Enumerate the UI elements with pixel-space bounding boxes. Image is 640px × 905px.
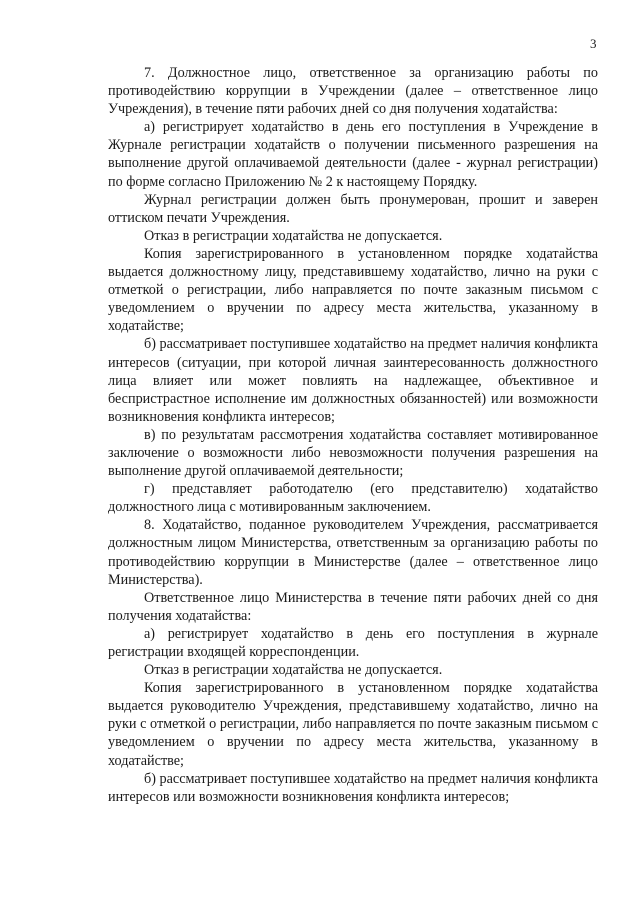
- paragraph-no-refusal: Отказ в регистрации ходатайства не допускается.: [144, 227, 443, 244]
- paragraph-7g: г) представляет работодателю (его представителю) ходатайство должностного лица с мотивированным заключением.: [108, 481, 598, 516]
- paragraph-ministry-deadline: Ответственное лицо Министерства в течение пяти рабочих дней со дня получения ходатайства:: [108, 589, 598, 624]
- paragraph-8-intro: 8. Ходатайство, поданное руководителем Учреждения, рассматривается должностным лицом Министерства, ответственным за организацию работы по противодействию коррупции в Министерстве (далее – ответственное лицо Министерства).: [108, 517, 598, 588]
- page-number: 3: [590, 36, 597, 51]
- document-body: [108, 64, 598, 806]
- paragraph-copy-issued-2: Копия зарегистрированного в установленном порядке ходатайства выдается руководителю Учреждения, представившему ходатайство, лично на руки с отметкой о регистрации, либо направляется по почте заказным письмом с уведомлением о вручении по адресу места жительства, указанному в ходатайстве;: [108, 680, 598, 769]
- paragraph-no-refusal-2: Отказ в регистрации ходатайства не допускается.: [144, 662, 443, 679]
- paragraph-8a: а) регистрирует ходатайство в день его поступления в журнале регистрации входящей корреспонденции.: [108, 625, 598, 660]
- paragraph-7-intro: 7. Должностное лицо, ответственное за организацию работы по противодействию коррупции в Учреждении (далее – ответственное лицо Учреждения), в течение пяти рабочих дней со дня получения ходатайства:: [108, 65, 598, 118]
- paragraph-8b: б) рассматривает поступившее ходатайство на предмет наличия конфликта интересов или возможности возникновения конфликта интересов;: [108, 770, 598, 805]
- paragraph-journal-requirements: Журнал регистрации должен быть пронумерован, прошит и заверен оттиском печати Учреждения.: [108, 191, 598, 226]
- paragraph-7b: б) рассматривает поступившее ходатайство на предмет наличия конфликта интересов (ситуации, при которой личная заинтересованность должностного лица влияет или может повлиять на надлежащее, объективное и беспристрастное исполнение им должностных обязанностей) или возможности возникновения конфликта интересов;: [108, 336, 598, 425]
- paragraph-7v: в) по результатам рассмотрения ходатайства составляет мотивированное заключение о возможности либо невозможности получения разрешения на выполнение другой оплачиваемой деятельности;: [108, 426, 598, 480]
- paragraph-copy-issued: Копия зарегистрированного в установленном порядке ходатайства выдается должностному лицу, представившему ходатайство, лично на руки с отметкой о регистрации, либо направляется по почте заказным письмом с уведомлением о вручении по адресу места жительства, указанному в ходатайстве;: [108, 245, 598, 335]
- paragraph-7a: а) регистрирует ходатайство в день его поступления в Учреждение в Журнале регистрации ходатайств о получении письменного разрешения на выполнение другой оплачиваемой деятельности (далее - журнал регистрации) по форме согласно Приложению № 2 к настоящему Порядку.: [108, 119, 598, 190]
